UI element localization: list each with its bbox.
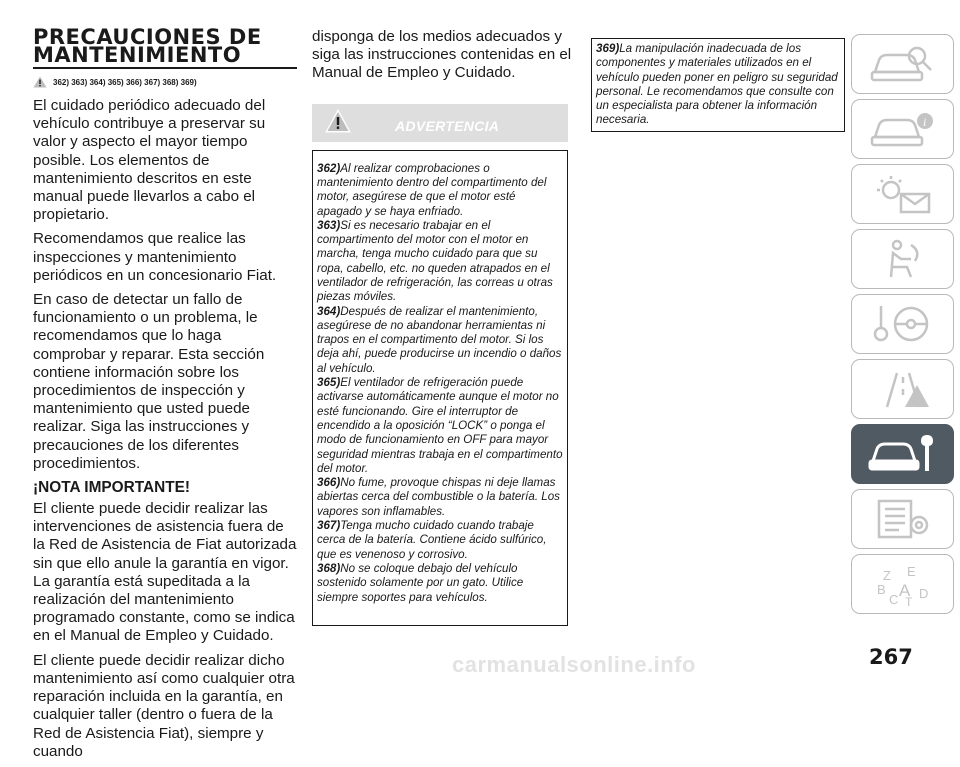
note-text: No se coloque debajo del vehículo sostenido solamente por un gato. Utilice siempre soportes para vehículos. [317, 561, 524, 604]
tab-starting-driving[interactable] [851, 294, 954, 354]
warning-notes-box-continued [591, 38, 845, 132]
svg-text:i: i [922, 115, 926, 129]
tab-warning-lights[interactable] [851, 164, 954, 224]
car-search-icon [867, 42, 939, 86]
warning-light-message-icon [867, 172, 939, 216]
svg-text:C: C [888, 592, 898, 606]
malfunction-paragraph: En caso de detectar un fallo de funcionamiento o un problema, le recomendamos que lo haga comprobar y reparar. Esta sección contiene información sobre los procedimientos de inspección y mantenimiento que usted puede realizar. Siga las instrucciones y precauciones de los diferentes procedimientos. [33, 291, 265, 472]
warning-note [317, 162, 563, 219]
svg-text:A: A [898, 581, 910, 600]
warning-note [596, 42, 840, 128]
watermark: carmanualsonline.info [452, 652, 696, 677]
note-text: La manipulación inadecuada de los componentes y materiales utilizados en el vehículo pueden poner en peligro su seguridad personal. Le recomendamos que consulte con un especialista para obtener la información necesaria. [596, 42, 838, 127]
warning-note [317, 376, 563, 476]
note-number: 368) [317, 561, 341, 575]
road-warning-icon [867, 367, 939, 411]
svg-text:E: E [906, 564, 916, 579]
note-text: El ventilador de refrigeración puede activarse automáticamente aunque el motor no esté funcionando. Gire el interruptor de encendido a la oposición “LOCK” o ponga el modo de funcionamiento en OFF para mayor seguridad mientras trabaja en el compartimento del motor. [317, 376, 563, 475]
note-text: Tenga mucho cuidado cuando trabaje cerca de la batería. Contiene ácido sulfúrico, que es venenoso y corrosivo. [317, 519, 547, 561]
chapter-tabs [851, 34, 960, 619]
warning-note [317, 219, 563, 305]
continuation-paragraph: disponga de los medios adecuados y siga las instrucciones contenidas en el Manual de Empleo y Cuidado. [312, 28, 572, 82]
seat-airbag-icon [867, 237, 939, 281]
page-title: PRECAUCIONES DE MANTENIMIENTO [33, 25, 262, 67]
middle-column [312, 28, 576, 626]
warning-triangle-icon [325, 109, 351, 133]
svg-text:T: T [904, 595, 912, 606]
warning-references [33, 76, 297, 88]
title-divider [33, 67, 297, 69]
tab-safety[interactable] [851, 229, 954, 289]
workshop-paragraph: El cliente puede decidir realizar dicho mantenimiento así como cualquier otra reparación incluida en la garantía, en cualquier taller (dentro o fuera de la Red de Asistencia Fiat), siempre y cuando [33, 651, 295, 760]
note-text: No fume, provoque chispas ni deje llamas abiertas cerca del combustible o la batería. Los vapores son inflamables. [317, 476, 560, 518]
svg-text:Z: Z [882, 568, 891, 583]
alphabetical-index-icon [867, 562, 939, 606]
warning-reference-numbers: 362) 363) 364) 365) 366) 367) 368) 369) [53, 77, 197, 87]
tab-index[interactable] [851, 554, 954, 614]
page-number: 267 [869, 645, 913, 669]
svg-text:D: D [918, 586, 928, 601]
note-number: 366) [317, 476, 341, 490]
note-number: 365) [317, 376, 341, 390]
intro-paragraph: El cuidado periódico adecuado del vehículo contribuye a preservar su valor y aspecto el mayor tiempo posible. Los elementos de mantenimiento descritos en este manual puede llevarlos a cabo el propietario. [33, 97, 266, 224]
car-info-icon [867, 107, 939, 151]
warning-note [317, 519, 563, 562]
tab-knowing-vehicle[interactable] [851, 34, 954, 94]
warning-note [317, 476, 563, 519]
tab-emergency[interactable] [851, 359, 954, 419]
note-text: Después de realizar el mantenimiento, asegúrese de no abandonar herramientas ni trapos en el compartimento del motor. Si los deja ahí, puede producirse un incendio o daños al vehículo. [317, 304, 562, 375]
note-number: 364) [317, 304, 341, 318]
tab-maintenance[interactable] [851, 424, 954, 484]
note-text: Si es necesario trabajar en el compartimento del motor con el motor en marcha, tenga mucho cuidado para que su ropa, cabello, etc. no queden atrapados en el ventilador de refrigeración, las correas u otras piezas móviles. [317, 218, 553, 304]
note-number: 363) [317, 218, 341, 232]
svg-text:B: B [876, 582, 886, 597]
tab-dashboard[interactable] [851, 99, 954, 159]
note-number: 362) [317, 161, 341, 175]
key-steering-wheel-icon [867, 302, 939, 346]
important-note-heading: ¡NOTA IMPORTANTE! [33, 479, 191, 497]
tab-technical-data[interactable] [851, 489, 954, 549]
warranty-paragraph: El cliente puede decidir realizar las intervenciones de asistencia fuera de la Red de Asistencia de Fiat autorizada sin que ello anule la garantía en vigor. La garantía está supeditada a la realización del mantenimiento programado constante, como se indica en el Manual de Empleo y Cuidado. [33, 500, 297, 645]
warning-title: ADVERTENCIA [395, 117, 500, 134]
warning-note [317, 305, 563, 376]
warning-note [317, 562, 563, 605]
car-wrench-icon [865, 431, 941, 477]
recommendation-paragraph: Recomendamos que realice las inspecciones y mantenimiento periódicos en un concesionario Fiat. [33, 230, 277, 284]
note-number: 367) [317, 519, 341, 533]
note-text: Al realizar comprobaciones o mantenimiento dentro del compartimento del motor, asegúrese de que el motor esté apagado y se haya enfriado. [317, 161, 547, 218]
warning-notes-box [312, 150, 568, 626]
warning-header [312, 104, 568, 142]
note-number: 369) [596, 42, 620, 55]
warning-triangle-icon [33, 76, 47, 88]
left-column [33, 25, 297, 767]
specifications-list-icon [867, 497, 939, 541]
